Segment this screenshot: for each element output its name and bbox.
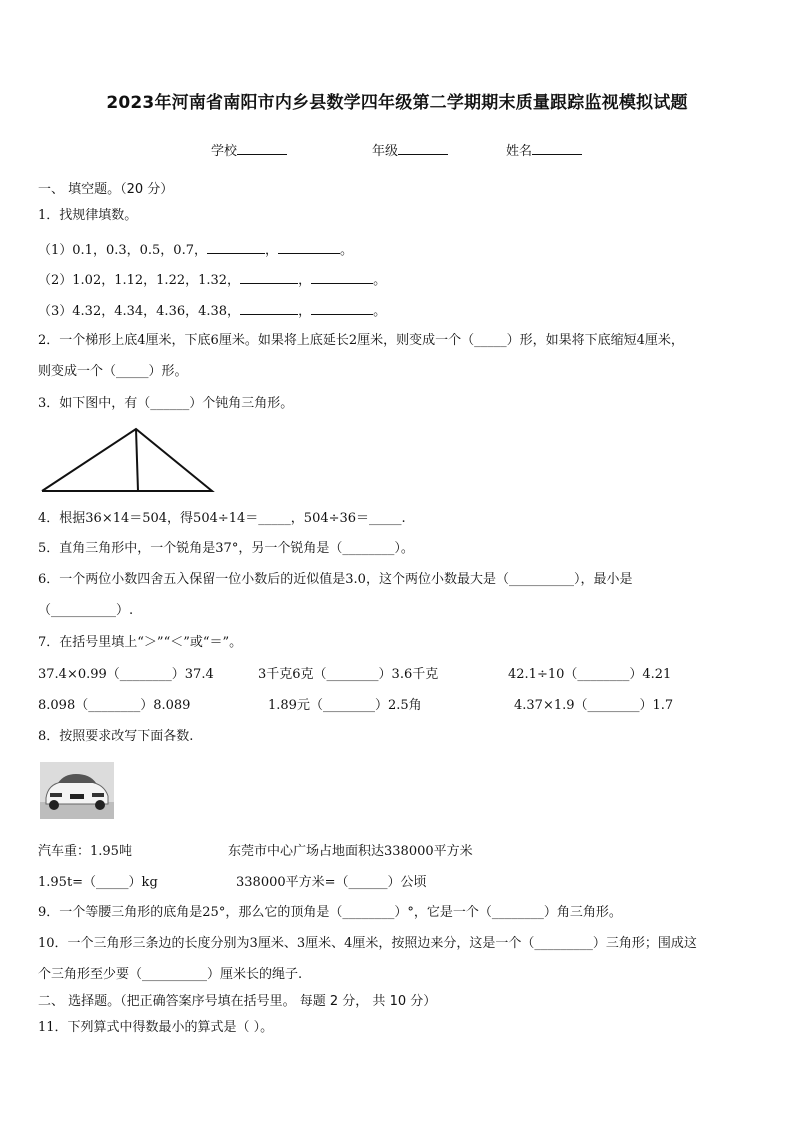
q1-sep: ， — [264, 243, 278, 258]
outer-triangle — [42, 429, 212, 491]
q1-sub1-text: （1）0.1，0.3，0.5，0.7， — [38, 243, 207, 258]
q8-b1: 1.95t=（_____）kg — [38, 875, 158, 890]
q11-text: 11．下列算式中得数最小的算式是（ ）。 — [38, 1020, 274, 1035]
name-label: 姓名 — [506, 144, 533, 159]
school-label: 学校 — [211, 144, 238, 159]
q6-line2: （__________）. — [38, 603, 134, 618]
car-icon — [40, 762, 114, 819]
q1-end: 。 — [373, 273, 387, 288]
q7-r2c2: 1.89元（________）2.5角 — [268, 698, 422, 713]
section-2-heading: 二、 选择题。（把正确答案序号填在括号里。 每题 2 分， 共 10 分） — [38, 994, 437, 1009]
q7-r1c2: 3千克6克（________）3.6千克 — [258, 667, 439, 682]
q8-b2: 338000平方米=（______）公顷 — [236, 875, 427, 890]
q5-text: 5．直角三角形中，一个锐角是37°，另一个锐角是（________）。 — [38, 541, 414, 556]
triangle-figure — [38, 425, 218, 495]
section-1-heading: 一、 填空题。（20 分） — [38, 182, 174, 197]
q10-line2: 个三角形至少要（__________）厘米长的绳子. — [38, 967, 303, 982]
school-field — [211, 140, 287, 159]
name-field — [506, 140, 582, 159]
q10-line1: 10．一个三角形三条边的长度分别为3厘米、3厘米、4厘米，按照边来分，这是一个（_________）三角形；围成这 — [38, 936, 697, 951]
q7-r1c1: 37.4×0.99（________）37.4 — [38, 667, 214, 682]
car-photo — [40, 762, 114, 819]
q1-stem: 1．找规律填数。 — [38, 208, 138, 223]
q7-r1c3: 42.1÷10（________）4.21 — [508, 667, 672, 682]
q1-sub3 — [38, 301, 386, 321]
grade-label: 年级 — [372, 144, 399, 159]
q6-line1: 6．一个两位小数四舍五入保留一位小数后的近似值是3.0，这个两位小数最大是（__________），最小是 — [38, 572, 633, 587]
q1-sub1-blank-1[interactable] — [207, 240, 265, 254]
q7-r2c1: 8.098（________）8.089 — [38, 698, 191, 713]
q1-sub3-text: （3）4.32，4.34，4.36，4.38， — [38, 304, 241, 319]
q1-sub2 — [38, 270, 386, 290]
q9-text: 9．一个等腰三角形的底角是25°，那么它的顶角是（________）°，它是一个（________）角三角形。 — [38, 905, 622, 920]
grade-field — [372, 140, 448, 159]
inner-segment — [136, 429, 138, 491]
q2-line1: 2．一个梯形上底4厘米，下底6厘米。如果将上底延长2厘米，则变成一个（_____）形，如果将下底缩短4厘米， — [38, 333, 684, 348]
q3-text: 3．如下图中，有（______）个钝角三角形。 — [38, 396, 294, 411]
q1-end: 。 — [373, 304, 387, 319]
q1-sub3-blank-1[interactable] — [240, 301, 298, 315]
name-blank[interactable] — [532, 141, 582, 155]
q1-sub2-blank-1[interactable] — [240, 270, 298, 284]
q2-line2: 则变成一个（_____）形。 — [38, 364, 188, 379]
q7-r2c3: 4.37×1.9（________）1.7 — [514, 698, 674, 713]
school-blank[interactable] — [237, 141, 287, 155]
q8-a2: 东莞市中心广场占地面积达338000平方米 — [228, 844, 473, 859]
q8-stem: 8．按照要求改写下面各数. — [38, 729, 194, 744]
q1-sep: ， — [298, 304, 312, 319]
q1-sub2-text: （2）1.02，1.12，1.22，1.32， — [38, 273, 241, 288]
q1-sub1-blank-2[interactable] — [278, 240, 340, 254]
q1-sub2-blank-2[interactable] — [311, 270, 373, 284]
page-title: 2023年河南省南阳市内乡县数学四年级第二学期期末质量跟踪监视模拟试题 — [106, 93, 688, 113]
q1-sep: ， — [298, 273, 312, 288]
q1-end: 。 — [339, 243, 353, 258]
q1-sub3-blank-2[interactable] — [311, 301, 373, 315]
q7-stem: 7．在括号里填上“＞”“＜”或“＝”。 — [38, 635, 243, 650]
grade-blank[interactable] — [398, 141, 448, 155]
q4-text: 4．根据36×14＝504，得504÷14＝_____，504÷36＝_____. — [38, 511, 406, 526]
q1-sub1 — [38, 240, 353, 260]
q8-a1: 汽车重：1.95吨 — [38, 844, 132, 859]
